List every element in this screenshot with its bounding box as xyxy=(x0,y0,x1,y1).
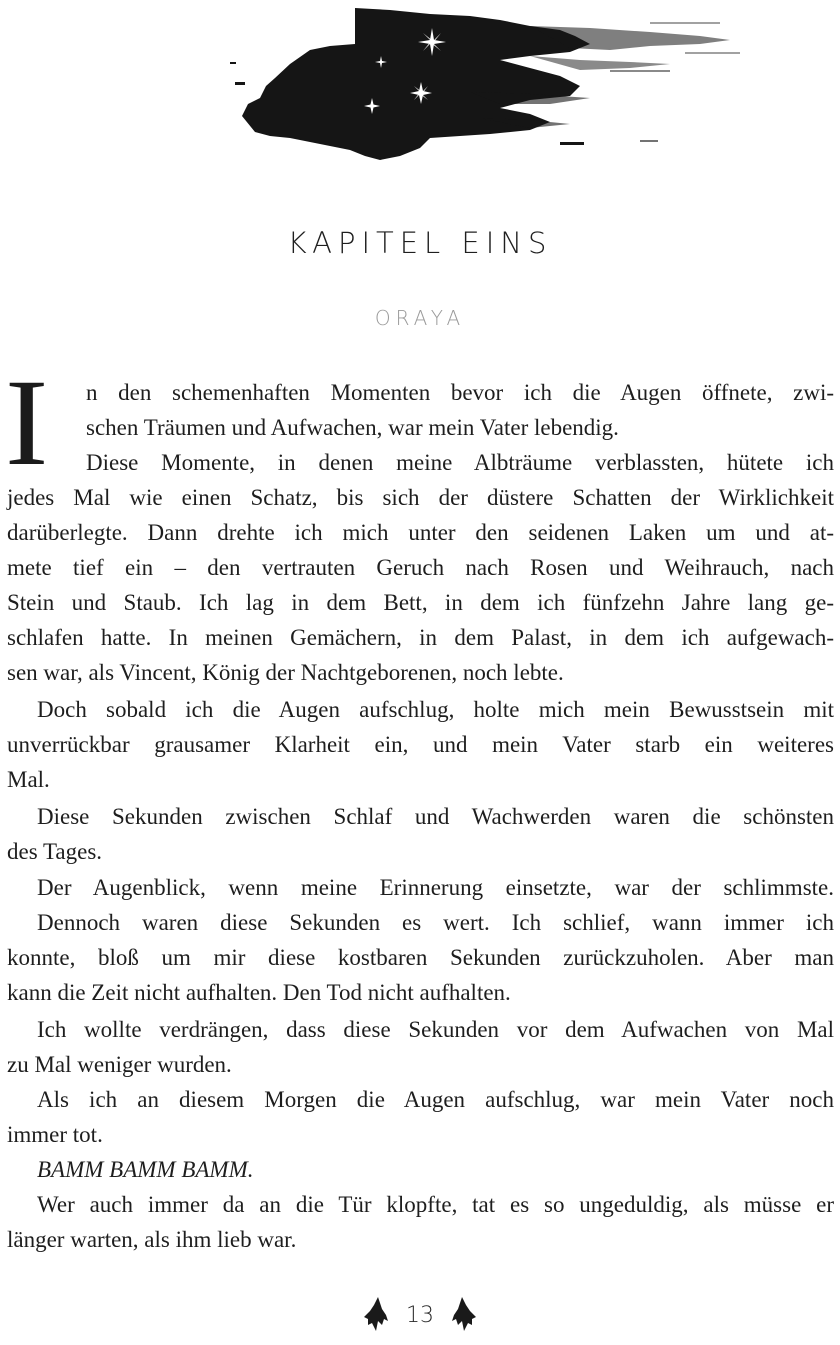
page-footer xyxy=(0,1295,840,1335)
pov-character-name: ORAYA xyxy=(374,306,466,330)
text-line: darüberlegte. Dann drehte ich mich unter den seidenen Laken um und at- xyxy=(7,520,834,545)
text-line: konnte, bloß um mir diese kostbaren Sekunden zurückzuholen. Aber man xyxy=(7,945,834,970)
chapter-title: KAPITEL EINS xyxy=(287,226,553,260)
text-line: länger warten, als ihm lieb war. xyxy=(7,1227,297,1252)
text-line: mete tief ein – den vertrauten Geruch nach Rosen und Weihrauch, nach xyxy=(7,555,834,580)
text-line: Mal. xyxy=(7,767,50,792)
text-line: Der Augenblick, wenn meine Erinnerung einsetzte, war der schlimmste. xyxy=(37,875,834,900)
page-number: 13 xyxy=(406,1302,434,1328)
text-line: schen Träumen und Aufwachen, war mein Vater lebendig. xyxy=(86,415,619,440)
drop-cap: I xyxy=(4,354,49,491)
text-line: BAMM BAMM BAMM. xyxy=(37,1157,254,1182)
text-line: sen war, als Vincent, König der Nachtgeborenen, noch lebte. xyxy=(7,660,564,685)
text-line: Ich wollte verdrängen, dass diese Sekunden vor dem Aufwachen von Mal xyxy=(37,1017,834,1042)
text-line: kann die Zeit nicht aufhalten. Den Tod nicht aufhalten. xyxy=(7,980,511,1005)
text-line: Doch sobald ich die Augen aufschlug, holte mich mein Bewusstsein mit xyxy=(37,697,834,722)
text-line: n den schemenhaften Momenten bevor ich die Augen öffnete, zwi- xyxy=(86,380,834,405)
text-line: zu Mal weniger wurden. xyxy=(7,1052,232,1077)
text-line: Diese Momente, in denen meine Albträume verblassten, hütete ich xyxy=(86,450,834,475)
text-line: Diese Sekunden zwischen Schlaf und Wachwerden waren die schönsten xyxy=(37,804,834,829)
text-line: Stein und Staub. Ich lag in dem Bett, in dem ich fünfzehn Jahre lang ge- xyxy=(7,590,834,615)
bat-wing-icon xyxy=(450,1295,480,1335)
text-line: Als ich an diesem Morgen die Augen aufschlug, war mein Vater noch xyxy=(37,1087,834,1112)
brushstroke-stars-ornament xyxy=(230,0,770,170)
text-line: Wer auch immer da an die Tür klopfte, tat es so ungeduldig, als müsse er xyxy=(37,1192,834,1217)
text-line: unverrückbar grausamer Klarheit ein, und mein Vater starb ein weiteres xyxy=(7,732,834,757)
text-line: Dennoch waren diese Sekunden es wert. Ich schlief, wann immer ich xyxy=(37,910,834,935)
text-line: jedes Mal wie einen Schatz, bis sich der düstere Schatten der Wirklichkeit xyxy=(7,485,834,510)
text-line: immer tot. xyxy=(7,1122,103,1147)
text-line: schlafen hatte. In meinen Gemächern, in dem Palast, in dem ich aufgewach- xyxy=(7,625,834,650)
bat-wing-icon xyxy=(360,1295,390,1335)
text-line: des Tages. xyxy=(7,839,103,864)
